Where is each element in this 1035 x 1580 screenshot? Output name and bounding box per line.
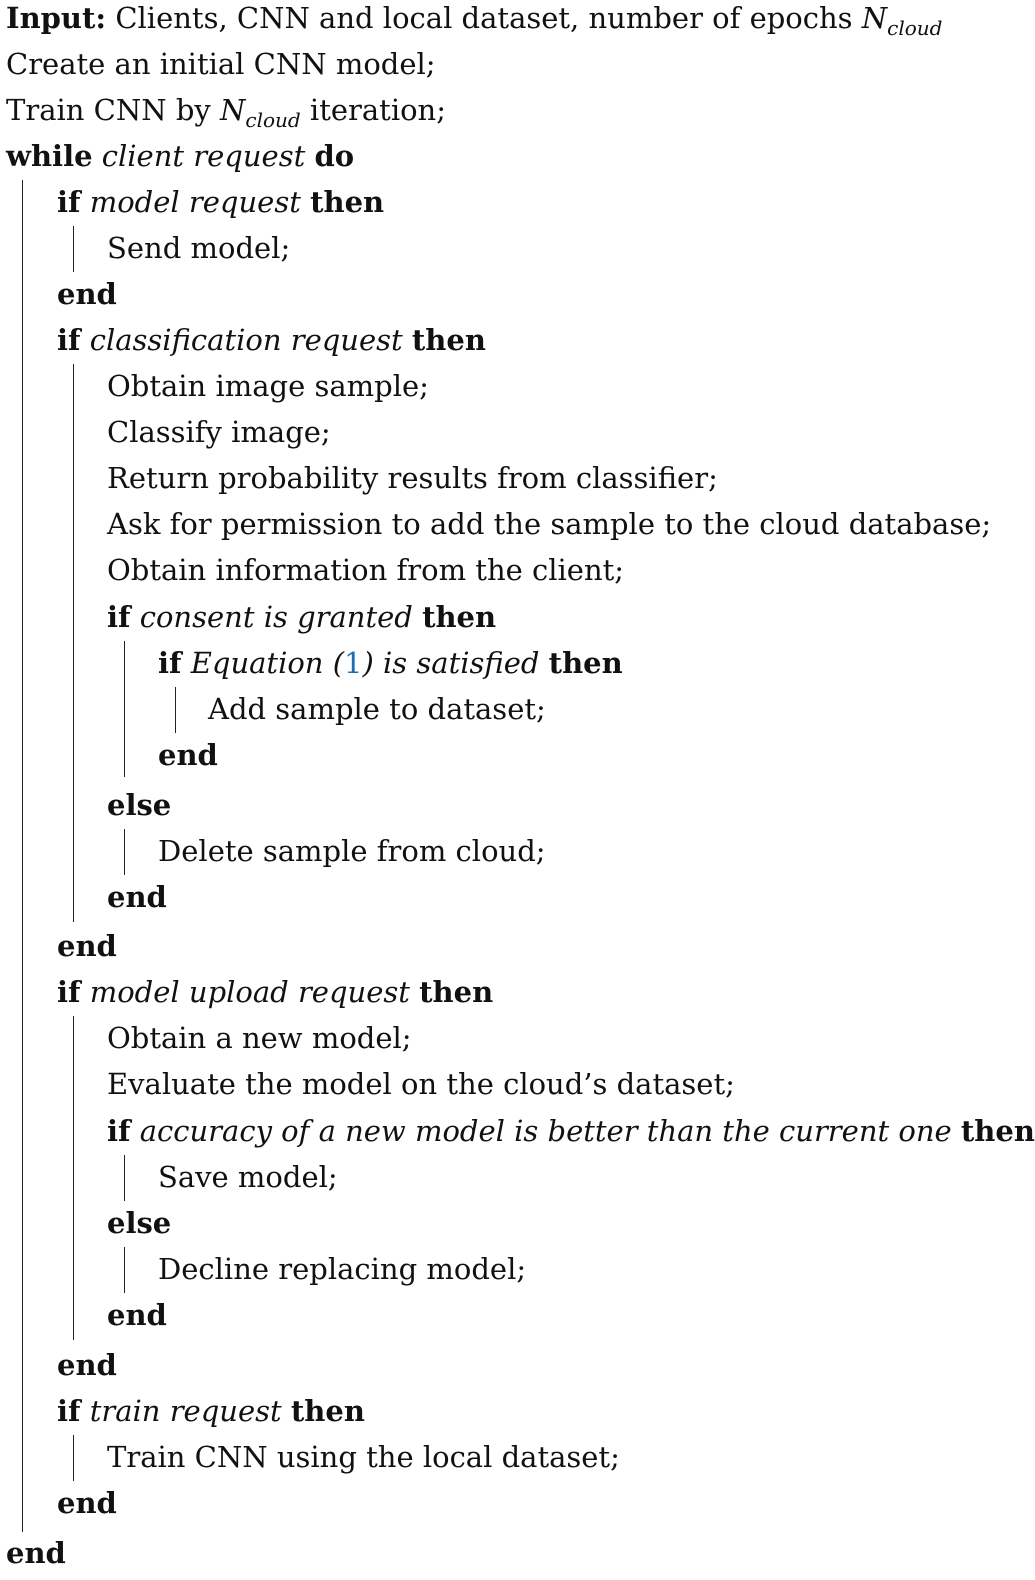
kw-end: end [107, 1298, 167, 1332]
kw-if: if [158, 646, 182, 680]
create-model-line [6, 47, 436, 81]
end-model-request-line [57, 277, 117, 311]
end-train-request-line [57, 1486, 117, 1520]
train-prefix: Train CNN by [6, 93, 220, 127]
kw-then: then [411, 323, 486, 357]
end-model-upload-line [57, 1348, 117, 1382]
kw-end: end [6, 1536, 66, 1570]
scope-bar-while [22, 180, 23, 1532]
send-model-line [107, 231, 291, 265]
cond-equation-suffix: ) is satisfied [362, 646, 540, 680]
while-line [6, 139, 355, 173]
save-model-text: Save model; [158, 1160, 338, 1194]
equation-ref-link[interactable]: 1 [344, 646, 363, 680]
else-accuracy-line [107, 1206, 172, 1240]
if-model-request-line [57, 185, 385, 219]
train-local-text: Train CNN using the local dataset; [107, 1440, 620, 1474]
scope-bar-model-upload [73, 1016, 74, 1340]
train-cloud-line [6, 93, 447, 132]
cond-classification-request: classification request [89, 323, 403, 357]
kw-if: if [107, 600, 131, 634]
return-probability-text: Return probability results from classifier; [107, 461, 718, 495]
delete-sample-line [158, 834, 546, 868]
return-probability-line [107, 461, 718, 495]
scope-bar-else-accuracy [124, 1247, 125, 1293]
kw-end: end [57, 1348, 117, 1382]
kw-then: then [290, 1394, 365, 1428]
end-equation-line [158, 738, 218, 772]
scope-bar-model-request [73, 226, 74, 272]
if-equation-line [158, 646, 623, 680]
cond-equation-prefix: Equation ( [190, 646, 345, 680]
kw-if: if [57, 323, 81, 357]
scope-bar-consent [124, 641, 125, 777]
input-subscript: cloud [887, 16, 943, 40]
if-train-request-line [57, 1394, 365, 1428]
kw-else: else [107, 1206, 172, 1240]
cond-client-request: client request [101, 139, 306, 173]
kw-if: if [57, 185, 81, 219]
obtain-new-model-line [107, 1021, 412, 1055]
input-line [6, 1, 943, 40]
kw-then: then [422, 600, 497, 634]
scope-bar-classification-request [73, 364, 74, 922]
kw-else: else [107, 788, 172, 822]
evaluate-model-line [107, 1067, 735, 1101]
scope-bar-else-consent [124, 829, 125, 875]
kw-end: end [107, 880, 167, 914]
train-local-line [107, 1440, 620, 1474]
kw-if: if [57, 1394, 81, 1428]
classify-image-line [107, 415, 331, 449]
input-symbol: N [861, 1, 888, 35]
add-sample-line [208, 692, 546, 726]
obtain-sample-text: Obtain image sample; [107, 369, 429, 403]
cond-model-upload-request: model upload request [89, 975, 410, 1009]
scope-bar-accuracy [124, 1155, 125, 1201]
cond-accuracy-better: accuracy of a new model is better than the current one [139, 1114, 952, 1148]
ask-permission-text: Ask for permission to add the sample to the cloud database; [107, 507, 992, 541]
cond-model-request: model request [89, 185, 301, 219]
else-consent-line [107, 788, 172, 822]
input-label: Input: [6, 1, 107, 35]
decline-replacing-text: Decline replacing model; [158, 1252, 527, 1286]
kw-if: if [107, 1114, 131, 1148]
delete-sample-text: Delete sample from cloud; [158, 834, 546, 868]
cond-train-request: train request [89, 1394, 282, 1428]
kw-end: end [57, 1486, 117, 1520]
cond-consent-granted: consent is granted [139, 600, 413, 634]
kw-end: end [158, 738, 218, 772]
end-while-line [6, 1536, 66, 1570]
kw-while: while [6, 139, 93, 173]
kw-do: do [314, 139, 355, 173]
if-classification-line [57, 323, 486, 357]
scope-bar-equation [175, 687, 176, 733]
kw-end: end [57, 277, 117, 311]
train-symbol: N [220, 93, 246, 127]
end-consent-line [107, 880, 167, 914]
kw-then: then [960, 1114, 1035, 1148]
if-model-upload-line [57, 975, 494, 1009]
scope-bar-train-request [73, 1435, 74, 1481]
classify-image-text: Classify image; [107, 415, 331, 449]
kw-if: if [57, 975, 81, 1009]
kw-then: then [548, 646, 623, 680]
if-consent-line [107, 600, 497, 634]
kw-end: end [57, 929, 117, 963]
obtain-info-text: Obtain information from the client; [107, 553, 625, 587]
end-classification-line [57, 929, 117, 963]
add-sample-text: Add sample to dataset; [208, 692, 546, 726]
obtain-sample-line [107, 369, 429, 403]
kw-then: then [419, 975, 494, 1009]
create-model-text: Create an initial CNN model; [6, 47, 436, 81]
decline-replacing-line [158, 1252, 527, 1286]
kw-then: then [310, 185, 385, 219]
input-text: Clients, CNN and local dataset, number of epochs [115, 1, 862, 35]
train-suffix: iteration; [300, 93, 447, 127]
end-accuracy-line [107, 1298, 167, 1332]
ask-permission-line [107, 507, 992, 541]
obtain-info-line [107, 553, 625, 587]
evaluate-model-text: Evaluate the model on the cloud’s dataset; [107, 1067, 735, 1101]
obtain-new-model-text: Obtain a new model; [107, 1021, 412, 1055]
save-model-line [158, 1160, 338, 1194]
send-model-text: Send model; [107, 231, 291, 265]
if-accuracy-line [107, 1114, 1035, 1148]
train-subscript: cloud [245, 108, 301, 132]
